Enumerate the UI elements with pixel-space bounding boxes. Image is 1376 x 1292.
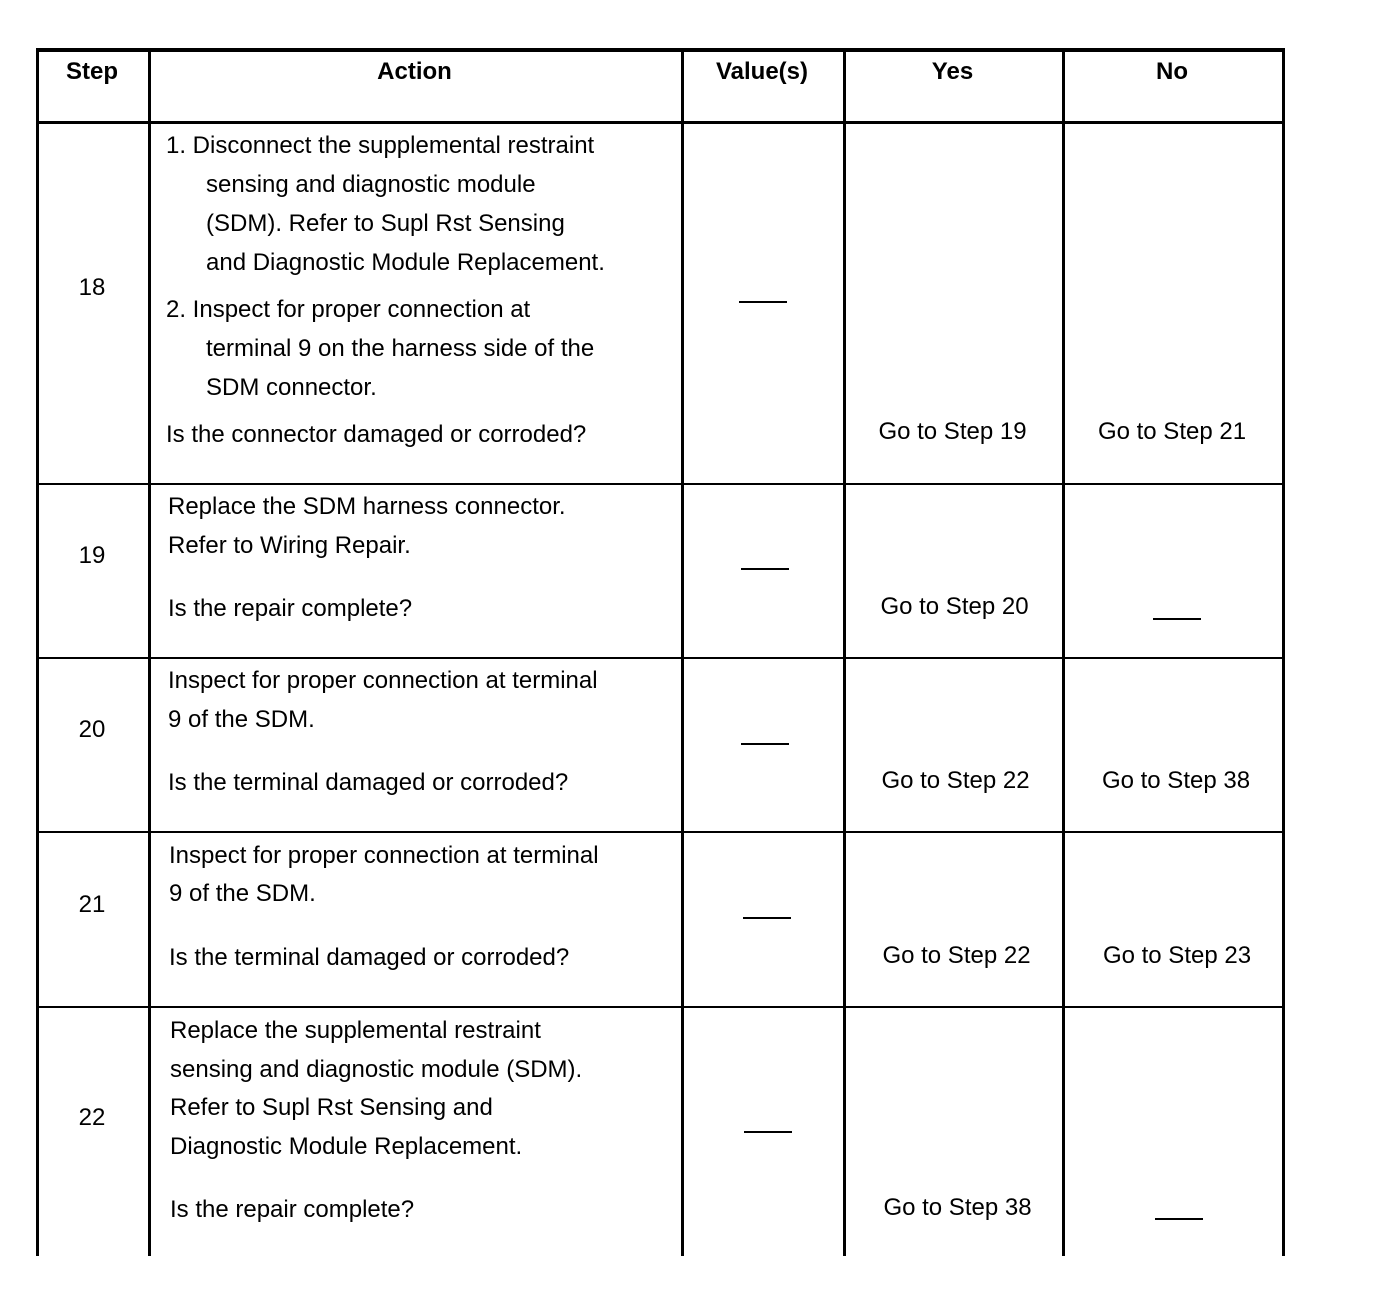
action-text: terminal 9 on the harness side of the	[206, 335, 595, 362]
row-divider	[36, 831, 1284, 833]
header-step: Step	[65, 58, 118, 85]
no-goto: Go to Step 38	[1101, 767, 1251, 794]
action-text: Replace the SDM harness connector.	[168, 493, 566, 520]
action-text: Refer to Wiring Repair.	[168, 532, 411, 559]
value-dash	[744, 1131, 792, 1133]
column-divider	[36, 48, 39, 1256]
step-number: 20	[78, 716, 106, 743]
header-values: Value(s)	[715, 58, 809, 85]
action-text: and Diagnostic Module Replacement.	[206, 249, 605, 276]
no-goto: Go to Step 23	[1102, 942, 1252, 969]
action-text: 2. Inspect for proper connection at	[166, 296, 531, 323]
header-no: No	[1156, 58, 1188, 85]
value-dash	[743, 917, 791, 919]
no-goto: Go to Step 21	[1097, 418, 1247, 445]
value-dash	[741, 568, 789, 570]
column-divider	[843, 48, 846, 1256]
action-question: Is the terminal damaged or corroded?	[168, 769, 569, 796]
action-text: Refer to Supl Rst Sensing and	[170, 1094, 493, 1121]
row-divider	[36, 657, 1284, 659]
action-text: Diagnostic Module Replacement.	[170, 1133, 523, 1160]
no-dash	[1155, 1218, 1203, 1220]
header-divider	[36, 121, 1284, 124]
diagnostic-table	[36, 48, 1284, 1256]
step-number: 22	[78, 1104, 106, 1131]
column-divider	[1282, 48, 1285, 1256]
yes-goto: Go to Step 20	[880, 593, 1029, 620]
step-number: 18	[78, 274, 106, 301]
column-divider	[148, 48, 151, 1256]
yes-goto: Go to Step 19	[878, 418, 1027, 445]
column-divider	[681, 48, 684, 1256]
yes-goto: Go to Step 38	[883, 1194, 1032, 1221]
row-divider	[36, 483, 1284, 485]
action-question: Is the repair complete?	[170, 1196, 415, 1223]
action-text: Inspect for proper connection at terminal	[169, 842, 599, 869]
step-number: 19	[78, 542, 106, 569]
action-text: Inspect for proper connection at terminal	[168, 667, 598, 694]
header-action: Action	[377, 58, 452, 85]
step-number: 21	[78, 891, 106, 918]
action-question: Is the repair complete?	[168, 595, 413, 622]
no-dash	[1153, 618, 1201, 620]
row-divider	[36, 1006, 1284, 1008]
table-border-top	[36, 48, 1284, 52]
action-text: sensing and diagnostic module (SDM).	[170, 1056, 583, 1083]
action-text: 9 of the SDM.	[168, 706, 315, 733]
action-text: Replace the supplemental restraint	[170, 1017, 541, 1044]
action-text: SDM connector.	[206, 374, 377, 401]
yes-goto: Go to Step 22	[881, 767, 1030, 794]
action-text: (SDM). Refer to Supl Rst Sensing	[206, 210, 565, 237]
header-yes: Yes	[931, 58, 974, 85]
action-question: Is the connector damaged or corroded?	[166, 421, 587, 448]
value-dash	[739, 301, 787, 303]
action-text: 1. Disconnect the supplemental restraint	[166, 132, 595, 159]
column-divider	[1062, 48, 1065, 1256]
yes-goto: Go to Step 22	[882, 942, 1031, 969]
value-dash	[741, 743, 789, 745]
action-question: Is the terminal damaged or corroded?	[169, 944, 570, 971]
action-text: 9 of the SDM.	[169, 880, 316, 907]
action-text: sensing and diagnostic module	[206, 171, 536, 198]
